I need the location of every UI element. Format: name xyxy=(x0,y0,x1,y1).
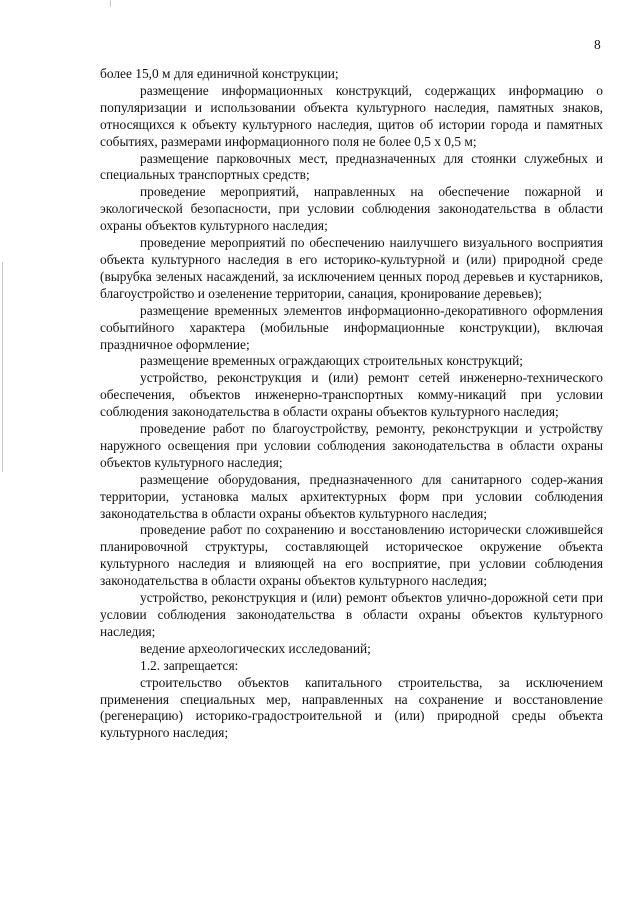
paragraph: размещение оборудования, предназначенного для санитарного содер-жания территории, установка малых архитектурных форм при условии соблюдения законодательства в области охраны объектов культурного наследия; xyxy=(100,471,603,521)
paragraph: строительство объектов капитального строительства, за исключением применения специальных мер, направленных на сохранение и восстановление (регенерацию) историко-градостроительной и (или) природной среды объекта культурного наследия; xyxy=(100,674,603,741)
paragraph: размещение парковочных мест, предназначенных для стоянки служебных и специальных транспортных средств; xyxy=(100,150,603,183)
paragraph: более 15,0 м для единичной конструкции; xyxy=(100,66,339,81)
paragraph: 1.2. запрещается: xyxy=(140,657,239,673)
paragraph: проведение мероприятий по обеспечению наилучшего визуального восприятия объекта культурного наследия в его историко-культурной и (или) природной среде (вырубка зеленых насаждений, за исключением ценных пород деревьев и кустарников, благоустройство и озеленение территории, санация, кронирование деревьев); xyxy=(100,235,603,301)
paragraph: размещение временных ограждающих строительных конструкций; xyxy=(140,353,524,369)
page-number: 8 xyxy=(594,37,601,52)
paragraph: устройство, реконструкция и (или) ремонт сетей инженерно-технического обеспечения, объектов инженерно-транспортных комму-никаций при условии соблюдения законодательства в области охраны объектов культурного наследия; xyxy=(100,370,603,420)
paragraph: проведение работ по сохранению и восстановлению исторически сложившейся планировочной структуры, составляющей историческое окружение объекта культурного наследия и влияющей на его восприятие, при условии соблюдения законодательства в области охраны объектов культурного наследия; xyxy=(100,522,603,589)
paragraph: устройство, реконструкция и (или) ремонт объектов улично-дорожной сети при условии соблюдения законодательства в области охраны объектов культурного наследия; xyxy=(100,590,603,639)
scan-edge-mark-left xyxy=(2,262,3,472)
document-body xyxy=(100,66,603,742)
scan-edge-mark-top xyxy=(110,0,111,7)
paragraph: проведение мероприятий, направленных на обеспечение пожарной и экологической безопасности, при условии соблюдения законодательства в области охраны объектов культурного наследия; xyxy=(100,184,603,234)
paragraph: размещение информационных конструкций, содержащих информацию о популяризации и использовании объекта культурного наследия, памятных знаков, относящихся к объекту культурного наследия, щитов об истории города и памятных событиях, размерами информационного поля не более 0,5 х 0,5 м; xyxy=(100,82,603,149)
paragraph: проведение работ по благоустройству, ремонту, реконструкции и устройству наружного освещения при условии соблюдения законодательства в области охраны объектов культурного наследия; xyxy=(100,421,603,470)
paragraph: ведение археологических исследований; xyxy=(140,640,371,656)
paragraph: размещение временных элементов информационно-декоративного оформления событийного характера (мобильные информационные конструкции), включая праздничное оформление; xyxy=(100,302,603,352)
